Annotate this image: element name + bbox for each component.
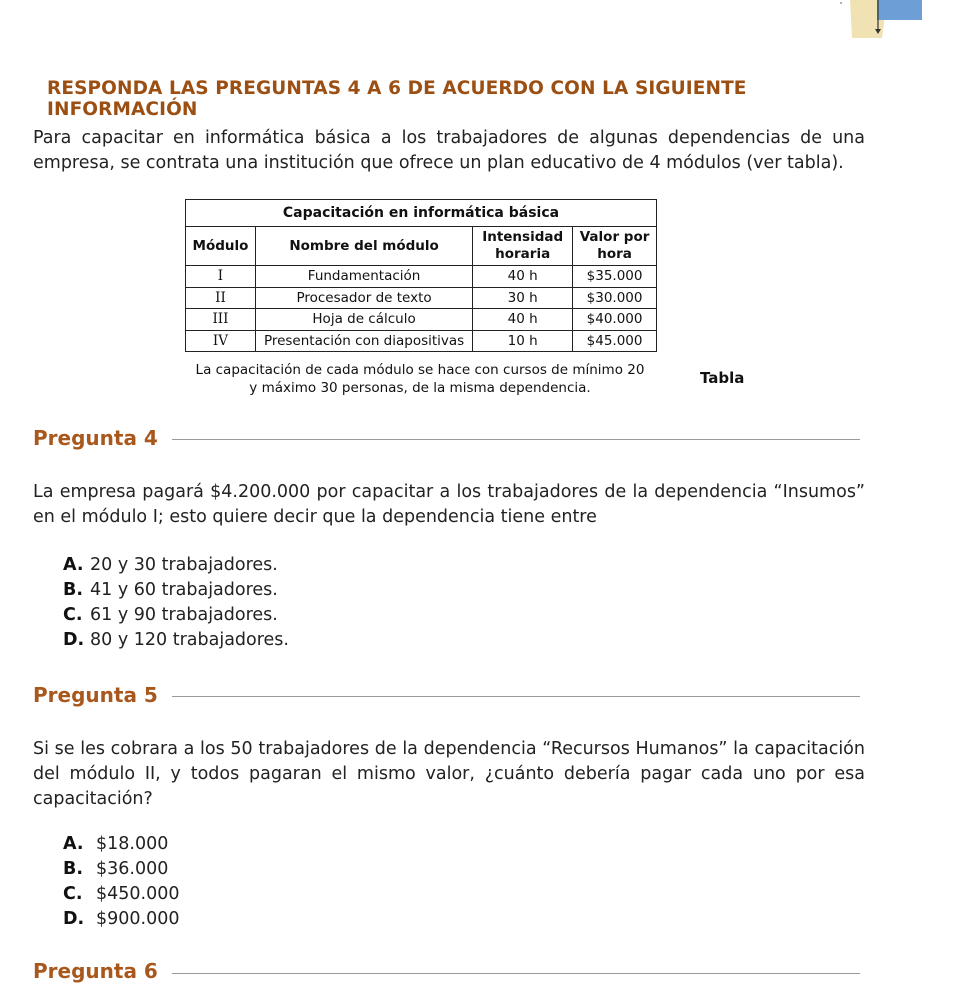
cell-valor: $40.000 <box>573 309 657 331</box>
table-caption: Capacitación en informática básica <box>186 200 657 227</box>
section-heading: RESPONDA LAS PREGUNTAS 4 A 6 DE ACUERDO CON LA SIGUIENTE INFORMACIÓN <box>47 78 747 120</box>
cell-intensidad: 10 h <box>473 330 573 352</box>
question-4-rule <box>172 439 860 440</box>
cell-nombre: Procesador de texto <box>255 287 472 309</box>
cell-valor: $35.000 <box>573 266 657 288</box>
table-note-line: La capacitación de cada módulo se hace con cursos de mínimo 20 <box>195 362 645 378</box>
question-4-text: La empresa pagará $4.200.000 por capacitar a los trabajadores de la dependencia “Insumos” en el módulo I; esto quiere decir que la dependencia tiene entre <box>33 482 865 527</box>
question-6-rule <box>172 973 860 974</box>
cell-valor: $45.000 <box>573 330 657 352</box>
option-b[interactable]: B. $36.000 <box>63 859 169 879</box>
cell-modulo: III <box>186 309 256 331</box>
question-5-rule <box>172 696 860 697</box>
intro-paragraph: Para capacitar en informática básica a los trabajadores de algunas dependencias de una empresa, se contrata una institución que ofrece un plan educativo de 4 módulos (ver tabla). <box>33 128 865 173</box>
table-label: Tabla <box>700 369 745 387</box>
option-d[interactable]: D. $900.000 <box>63 909 180 929</box>
question-6-title: Pregunta 6 <box>33 959 158 983</box>
question-5-text: Si se les cobrara a los 50 trabajadores de la dependencia “Recursos Humanos” la capacitación del módulo II, y todos pagaran el mismo valor, ¿cuánto debería pagar cada uno por esa capacitación? <box>33 739 865 809</box>
table-row <box>186 330 657 352</box>
cell-modulo: II <box>186 287 256 309</box>
cell-nombre: Fundamentación <box>255 266 472 288</box>
option-c[interactable]: C. $450.000 <box>63 884 180 904</box>
option-b[interactable]: B. 41 y 60 trabajadores. <box>63 580 278 600</box>
option-c[interactable]: C. 61 y 90 trabajadores. <box>63 605 278 625</box>
cell-intensidad: 40 h <box>473 309 573 331</box>
table-row <box>186 266 657 288</box>
cell-nombre: Hoja de cálculo <box>255 309 472 331</box>
header-valor: Valor por hora <box>573 227 657 266</box>
question-5-title: Pregunta 5 <box>33 683 158 707</box>
modules-table <box>185 199 657 352</box>
cell-modulo: I <box>186 266 256 288</box>
cell-intensidad: 40 h <box>473 266 573 288</box>
cell-valor: $30.000 <box>573 287 657 309</box>
question-4-options <box>63 553 289 653</box>
header-nombre: Nombre del módulo <box>255 227 472 266</box>
cell-modulo: IV <box>186 330 256 352</box>
table-note <box>160 361 680 397</box>
table-row <box>186 287 657 309</box>
option-a[interactable]: A. $18.000 <box>63 834 169 854</box>
option-d[interactable]: D. 80 y 120 trabajadores. <box>63 630 289 650</box>
cell-intensidad: 30 h <box>473 287 573 309</box>
question-5-options <box>63 832 180 932</box>
table-note-line: y máximo 30 personas, de la misma dependencia. <box>249 380 591 396</box>
header-modulo: Módulo <box>186 227 256 266</box>
header-intensidad: Intensidad horaria <box>473 227 573 266</box>
cell-nombre: Presentación con diapositivas <box>255 330 472 352</box>
option-a[interactable]: A. 20 y 30 trabajadores. <box>63 555 278 575</box>
question-4-title: Pregunta 4 <box>33 426 158 450</box>
table-row <box>186 309 657 331</box>
corner-decoration-graphic <box>832 0 922 40</box>
